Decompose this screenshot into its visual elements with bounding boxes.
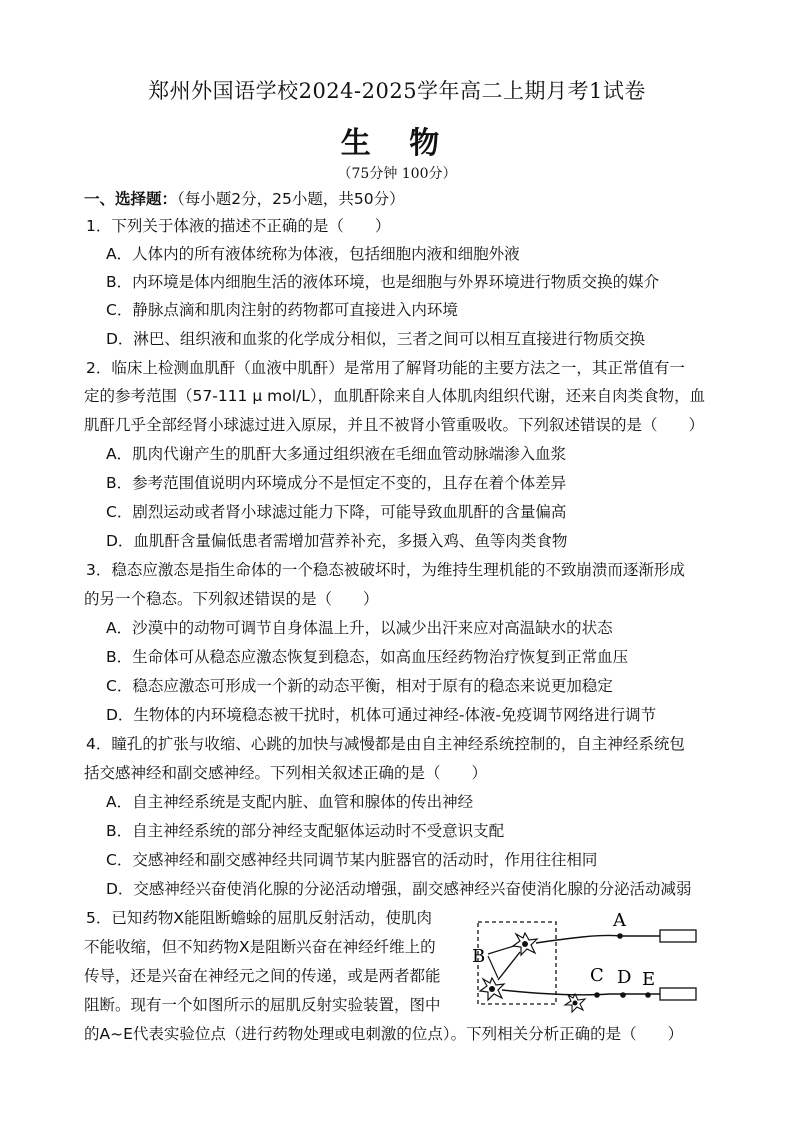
question-5-stem-line-2: 不能收缩，但不知药物X是阻断兴奋在神经纤维上的 — [84, 938, 436, 956]
lower-receptor-box — [660, 988, 696, 1000]
upper-neuron-icon — [513, 933, 537, 955]
question-5-stem-line-5: 的A~E代表实验位点（进行药物处理或电刺激的位点）。下列相关分析正确的是（ ） — [84, 1025, 684, 1043]
reflex-arc-figure — [470, 910, 710, 1020]
question-5-stem-line-3: 传导，还是兴奋在神经元之间的传递，或是两者都能 — [84, 967, 441, 985]
question-5-stem-line-4: 阻断。现有一个如图所示的屈肌反射实验装置，图中 — [84, 996, 441, 1014]
question-1-option-c: C．静脉点滴和肌肉注射的药物都可直接进入内环境 — [106, 301, 458, 319]
question-2-option-b: B．参考范围值说明内环境成分不是恒定不变的，且存在着个体差异 — [106, 474, 567, 492]
question-3-stem-line-2: 的另一个稳态。下列叙述错误的是（ ） — [84, 590, 379, 608]
site-c-dot — [594, 992, 600, 998]
exam-title: 郑州外国语学校2024-2025学年高二上期月考1试卷 — [148, 79, 646, 103]
question-3-option-a: A．沙漠中的动物可调节自身体温上升，以减少出汗来应对高温缺水的状态 — [106, 619, 613, 637]
section-heading-row — [84, 187, 405, 209]
question-2-option-c: C．剧烈运动或者肾小球滤过能力下降，可能导致血肌酐的含量偏高 — [106, 503, 567, 521]
question-3-option-b: B．生命体可从稳态应激态恢复到稳态，如高血压经药物治疗恢复到正常血压 — [106, 648, 629, 666]
question-2-stem-line-1: 2．临床上检测血肌酐（血液中肌酐）是常用了解肾功能的主要方法之一，其正常值有一 — [86, 359, 685, 377]
site-a-dot — [617, 933, 623, 939]
question-3-option-c: C．稳态应激态可形成一个新的动态平衡，相对于原有的稳态来说更加稳定 — [106, 677, 613, 695]
question-1-option-d: D．淋巴、组织液和血浆的化学成分相似，三者之间可以相互直接进行物质交换 — [106, 330, 645, 348]
subject-title: 生 物 — [340, 126, 454, 161]
question-5-stem-line-1: 5．已知药物X能阻断蟾蜍的屈肌反射活动，使肌肉 — [86, 909, 432, 927]
question-4-option-b: B．自主神经系统的部分神经支配躯体运动时不受意识支配 — [106, 822, 505, 840]
question-1-stem: 1．下列关于体液的描述不正确的是（ ） — [86, 217, 391, 235]
question-2-stem-line-3: 肌酐几乎全部经肾小球滤过进入原尿，并且不被肾小管重吸收。下列叙述错误的是（ ） — [84, 416, 705, 434]
question-2-option-a: A．肌肉代谢产生的肌酐大多通过组织液在毛细血管动脉端渗入血浆 — [106, 445, 567, 463]
section-heading: 一、选择题： — [84, 190, 178, 208]
question-4-stem-line-1: 4．瞳孔的扩张与收缩、心跳的加快与减慢都是由自主神经系统控制的，自主神经系统包 — [86, 735, 685, 753]
lower-neuron-icon — [480, 978, 504, 1000]
question-2-stem-line-2: 定的参考范围（57-111 μ mol/L），血肌酐除来自人体肌肉组织代谢，还来自肉类食物，血 — [84, 387, 706, 405]
label-c: C — [590, 965, 604, 986]
label-b: B — [472, 946, 486, 967]
question-4-option-c: C．交感神经和副交感神经共同调节某内脏器官的活动时，作用往往相同 — [106, 851, 598, 869]
section-note: （每小题2分，25小题，共50分） — [177, 190, 405, 208]
peripheral-neuron-icon — [565, 994, 585, 1012]
question-4-option-d: D．交感神经兴奋使消化腺的分泌活动增强，副交感神经兴奋使消化腺的分泌活动减弱 — [106, 880, 692, 898]
site-e-dot — [645, 992, 651, 998]
question-4-option-a: A．自主神经系统是支配内脏、血管和腺体的传出神经 — [106, 793, 474, 811]
time-info: （75分钟 100分） — [337, 166, 457, 182]
question-3-stem-line-1: 3．稳态应激态是指生命体的一个稳态被破坏时，为维持生理机能的不致崩溃而逐渐形成 — [86, 561, 685, 579]
question-2-option-d: D．血肌酐含量偏低患者需增加营养补充，多摄入鸡、鱼等肉类食物 — [106, 532, 568, 550]
site-d-dot — [620, 992, 626, 998]
question-1-option-a: A．人体内的所有液体统称为体液，包括细胞内液和细胞外液 — [106, 245, 520, 263]
question-1-option-b: B．内环境是体内细胞生活的液体环境，也是细胞与外界环境进行物质交换的媒介 — [106, 273, 660, 291]
label-e: E — [642, 969, 656, 990]
upper-receptor-box — [660, 930, 696, 942]
label-a: A — [613, 910, 626, 931]
label-d: D — [617, 967, 632, 988]
question-4-stem-line-2: 括交感神经和副交感神经。下列相关叙述正确的是（ ） — [84, 764, 488, 782]
question-3-option-d: D．生物体的内环境稳态被干扰时，机体可通过神经-体液-免疫调节网络进行调节 — [106, 706, 657, 724]
